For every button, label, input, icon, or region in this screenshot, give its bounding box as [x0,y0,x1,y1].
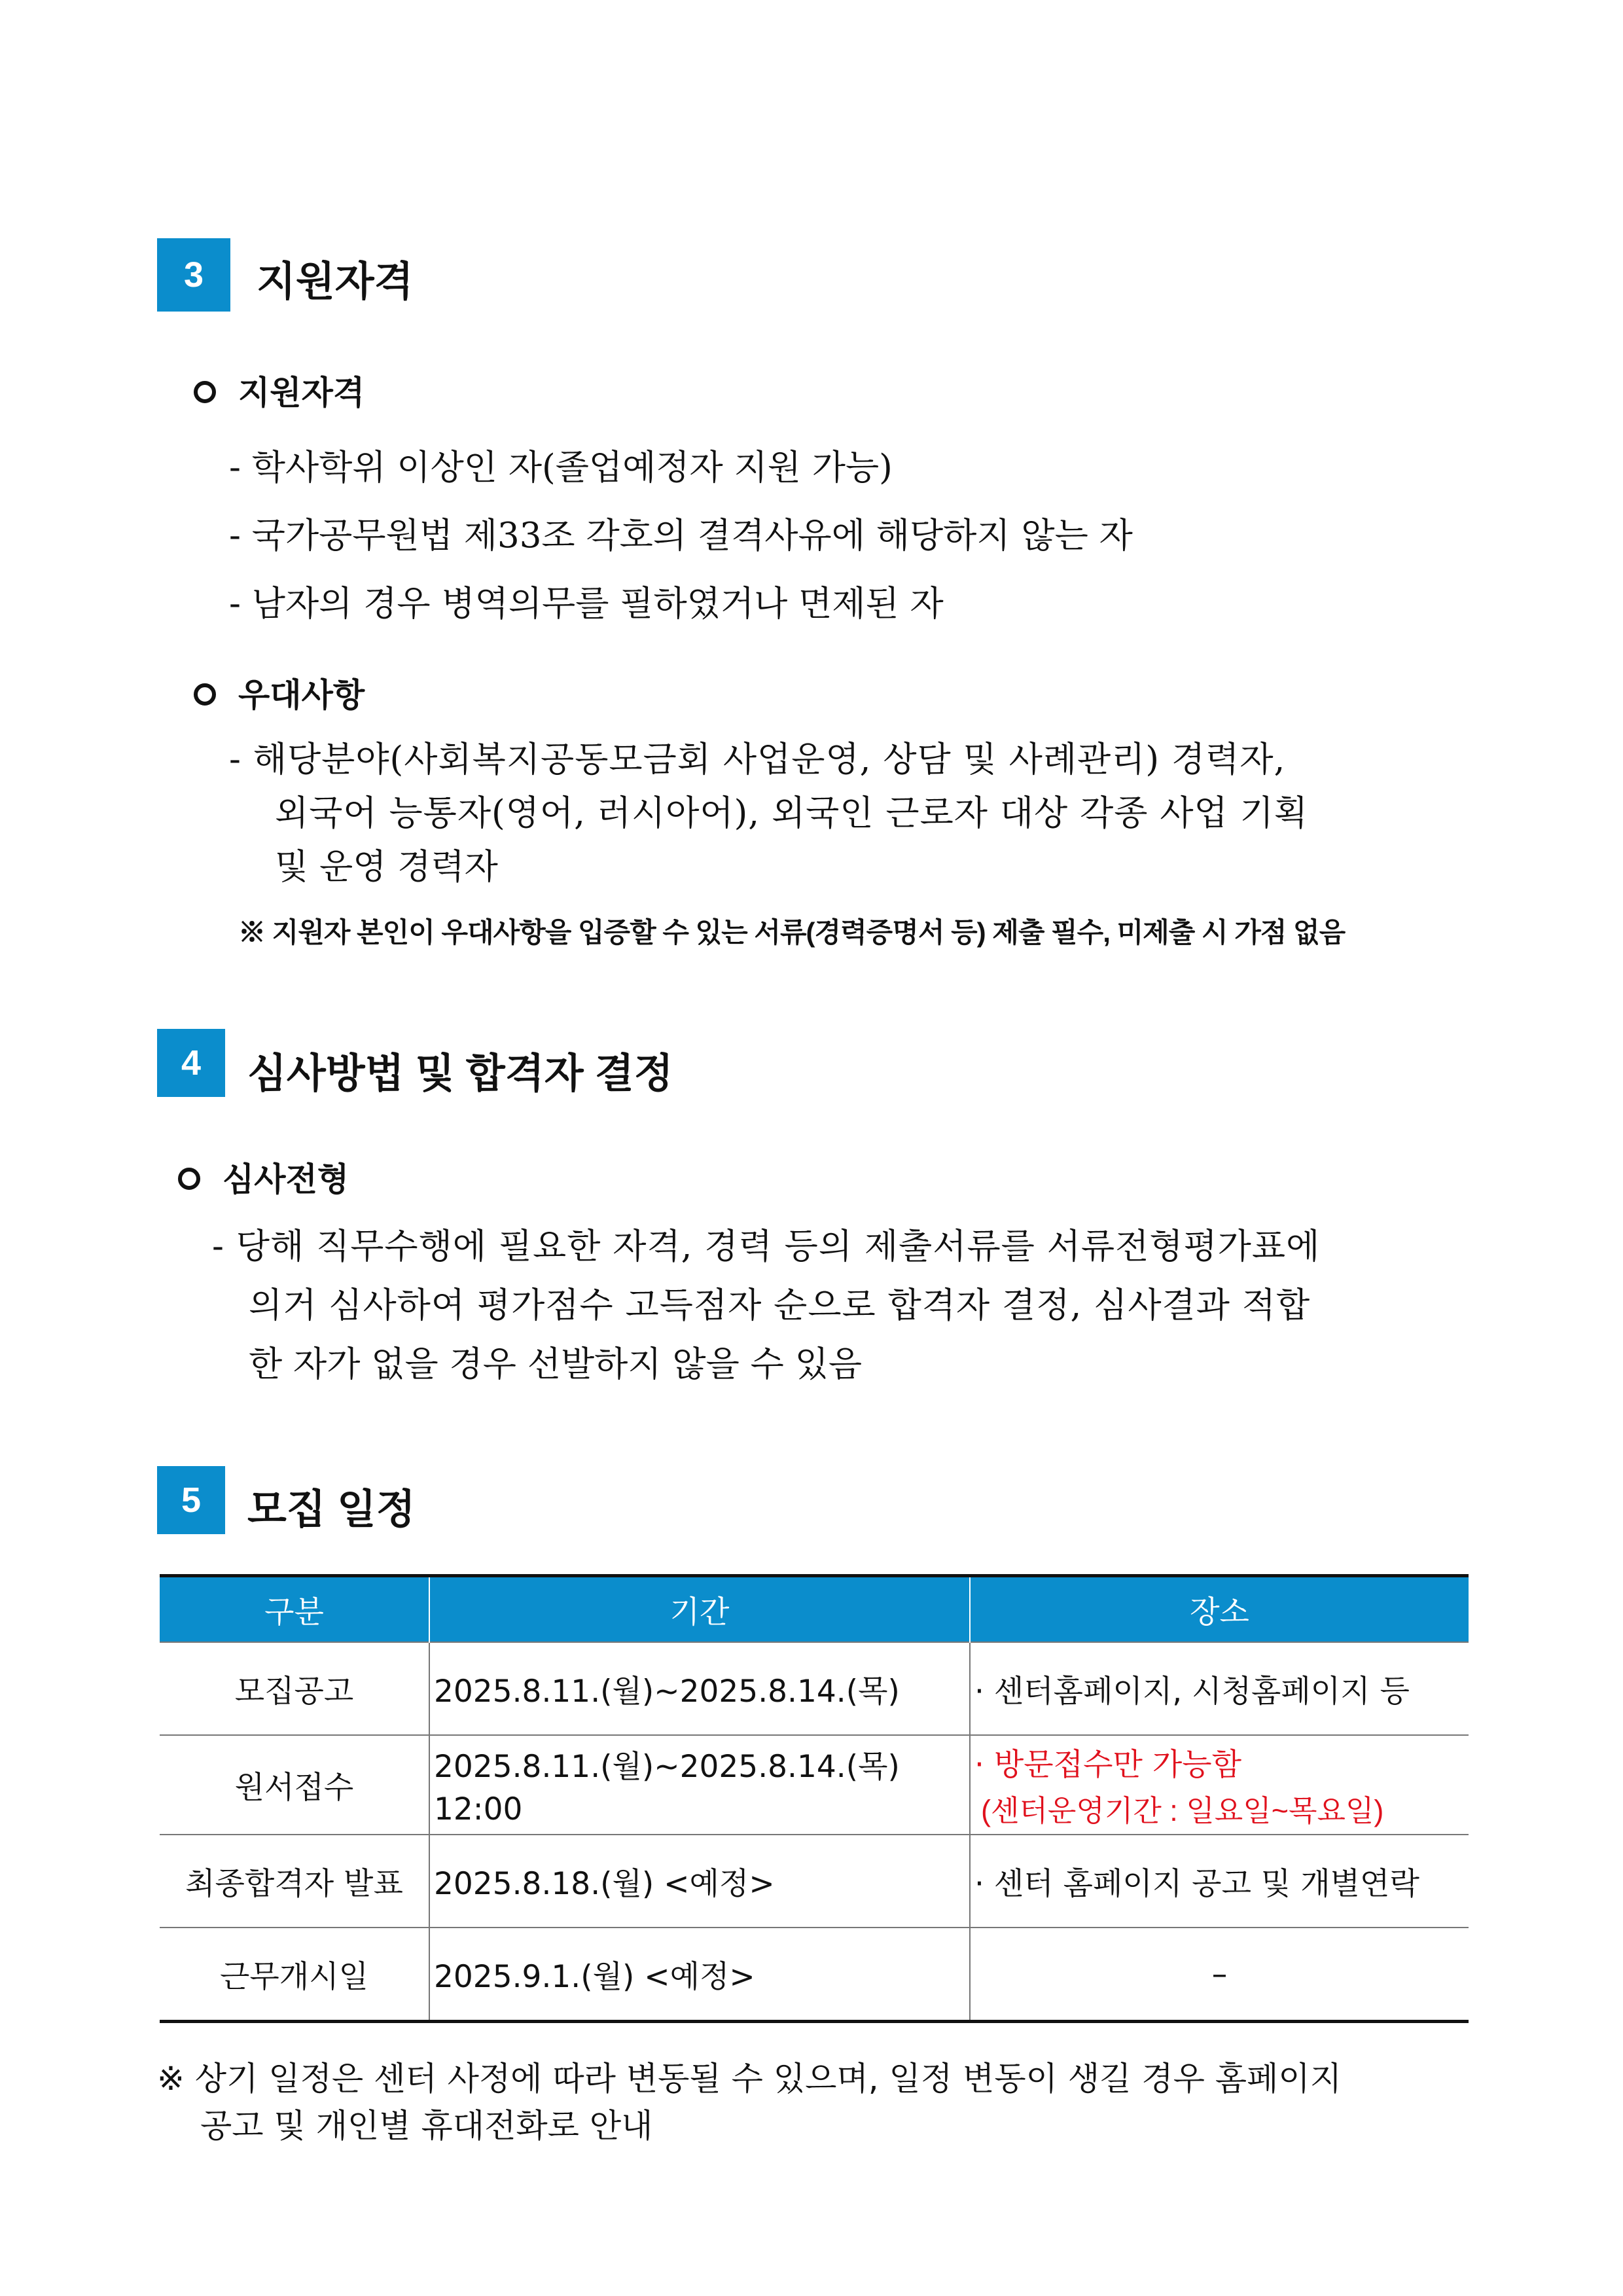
header-category: 구분 [160,1576,429,1643]
header-place: 장소 [970,1576,1469,1643]
screening-line: - 당해 직무수행에 필요한 자격, 경력 등의 제출서류를 서류전형평가표에 [212,1227,1321,1266]
row-label: 원서접수 [160,1735,429,1835]
row-place [970,1735,1469,1835]
circle-bullet-icon [194,683,216,706]
screening-line: 의거 심사하여 평가점수 고득점자 순으로 합격자 결정, 심사결과 적합 [249,1285,1311,1325]
section-4-number: 4 [157,1029,225,1097]
section-5-number: 5 [157,1466,225,1534]
row-period: 2025.9.1.(월) <예정> [429,1928,970,2022]
table-row [160,1835,1469,1928]
row-place: · 센터홈페이지, 시청홈페이지 등 [970,1642,1469,1735]
qualification-item: - 남자의 경우 병역의무를 필하였거나 면제된 자 [229,584,944,624]
row-place-subline: (센터운영기간 : 일요일~목요일) [981,1794,1384,1827]
subsection-screening [178,1153,349,1200]
circle-bullet-icon [178,1168,200,1190]
row-period-time: 12:00 [434,1791,523,1827]
row-label: 근무개시일 [160,1928,429,2022]
row-period: 2025.8.18.(월) <예정> [429,1835,970,1928]
section-4-title: 심사방법 및 합격자 결정 [247,1051,673,1096]
preference-line: - 해당분야(사회복지공동모금회 사업운영, 상담 및 사례관리) 경력자, [229,740,1286,780]
table-row [160,1928,1469,2022]
row-period: 2025.8.11.(월)~2025.8.14.(목) [429,1642,970,1735]
row-place-line: · 방문접수만 가능함 [974,1747,1242,1783]
preference-note: ※ 지원자 본인이 우대사항을 입증할 수 있는 서류(경력증명서 등) 제출 필수, 미제출 시 가점 없음 [238,917,1346,948]
header-period: 기간 [429,1576,970,1643]
qualification-item: - 국가공무원법 제33조 각호의 결격사유에 해당하지 않는 자 [229,516,1133,556]
section-5-title: 모집 일정 [247,1487,416,1532]
schedule-footnote-line: ※ 상기 일정은 센터 사정에 따라 변동될 수 있으며, 일정 변동이 생길 경우 홈페이지 [157,2060,1342,2098]
row-period-line: 2025.8.11.(월)~2025.8.14.(목) [434,1749,900,1785]
schedule-table [160,1574,1469,2023]
subsection-qualifications [194,367,365,414]
row-place: · 센터 홈페이지 공고 및 개별연락 [970,1835,1469,1928]
row-place: – [970,1928,1469,2022]
preference-line: 및 운영 경력자 [275,847,498,887]
subsection-title: 심사전형 [223,1160,349,1198]
section-3-number: 3 [157,238,230,312]
schedule-footnote-line: 공고 및 개인별 휴대전화로 안내 [200,2107,653,2145]
qualification-item: - 학사학위 이상인 자(졸업예정자 지원 가능) [229,448,893,488]
subsection-title: 지원자격 [238,373,365,412]
table-row [160,1735,1469,1835]
row-period [429,1735,970,1835]
section-3-title: 지원자격 [257,259,414,304]
preference-line: 외국어 능통자(영어, 러시아어), 외국인 근로자 대상 각종 사업 기획 [275,793,1308,833]
subsection-title: 우대사항 [238,675,365,714]
row-label: 모집공고 [160,1642,429,1735]
table-header-row [160,1576,1469,1643]
row-label: 최종합격자 발표 [160,1835,429,1928]
table-row [160,1642,1469,1735]
screening-line: 한 자가 없을 경우 선발하지 않을 수 있음 [249,1344,863,1384]
circle-bullet-icon [194,381,216,403]
subsection-preferences [194,669,365,716]
